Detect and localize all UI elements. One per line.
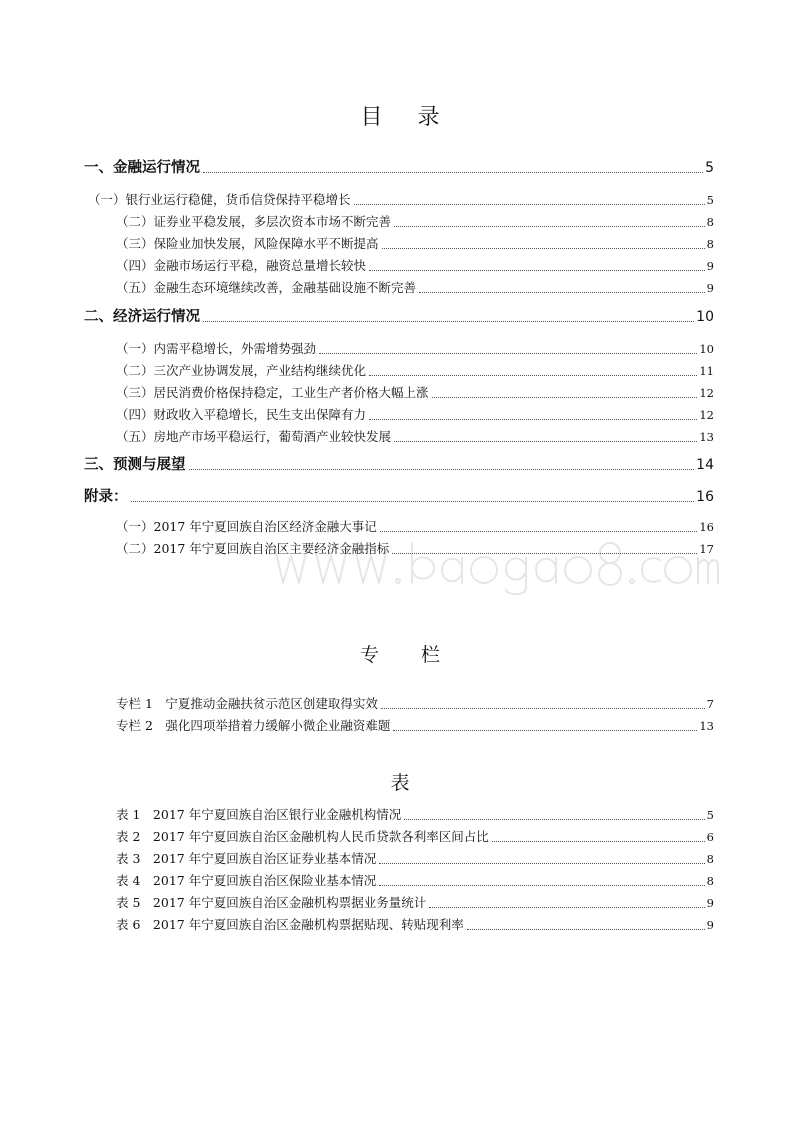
dot-leader xyxy=(354,203,705,205)
table-item-6[interactable]: 表 6 2017 年宁夏回族自治区金融机构票据贴现、转贴现利率 9 xyxy=(116,917,714,932)
dot-leader xyxy=(369,269,705,271)
toc-item-1-4[interactable]: （四）金融市场运行平稳，融资总量增长较快 9 xyxy=(116,258,714,273)
dot-leader xyxy=(379,862,704,864)
toc-item-2-5[interactable]: （五）房地产市场平稳运行，葡萄酒产业较快发展 13 xyxy=(116,429,714,444)
page-title-text: 目 录 xyxy=(360,105,454,130)
table-item-3[interactable]: 表 3 2017 年宁夏回族自治区证券业基本情况 8 xyxy=(116,851,714,866)
column-item-2[interactable]: 专栏 2 强化四项举措着力缓解小微企业融资难题 13 xyxy=(116,718,714,733)
dot-leader xyxy=(392,552,697,554)
dot-leader xyxy=(429,906,704,908)
toc-section-1[interactable]: 一、金融运行情况 5 xyxy=(84,160,714,176)
toc-item-1-1[interactable]: （一）银行业运行稳健，货币信贷保持平稳增长 5 xyxy=(88,192,714,207)
column-item-1[interactable]: 专栏 1 宁夏推动金融扶贫示范区创建取得实效 7 xyxy=(116,696,714,711)
dot-leader xyxy=(419,291,705,293)
toc-item-1-3[interactable]: （三）保险业加快发展，风险保障水平不断提高 8 xyxy=(116,236,714,251)
dot-leader xyxy=(380,530,698,532)
dot-leader xyxy=(369,418,697,420)
toc-item-appendix-2[interactable]: （二）2017 年宁夏回族自治区主要经济金融指标 17 xyxy=(116,541,714,556)
dot-leader xyxy=(432,396,698,398)
toc-item-1-5[interactable]: （五）金融生态环境继续改善，金融基础设施不断完善 9 xyxy=(116,280,714,295)
toc-section-3[interactable]: 三、预测与展望 14 xyxy=(84,457,714,473)
dot-leader xyxy=(369,374,697,376)
dot-leader xyxy=(381,707,705,709)
toc-item-2-1[interactable]: （一）内需平稳增长，外需增势强劲 10 xyxy=(116,341,714,356)
toc-item-2-4[interactable]: （四）财政收入平稳增长，民生支出保障有力 12 xyxy=(116,407,714,422)
dot-leader xyxy=(203,320,694,322)
dot-leader xyxy=(382,247,705,249)
table-item-5[interactable]: 表 5 2017 年宁夏回族自治区金融机构票据业务量统计 9 xyxy=(116,895,714,910)
dot-leader xyxy=(394,225,705,227)
table-item-1[interactable]: 表 1 2017 年宁夏回族自治区银行业金融机构情况 5 xyxy=(116,807,714,822)
dot-leader xyxy=(131,500,695,502)
table-item-2[interactable]: 表 2 2017 年宁夏回族自治区金融机构人民币贷款各利率区间占比 6 xyxy=(116,829,714,844)
dot-leader xyxy=(404,818,704,820)
dot-leader xyxy=(189,468,695,470)
columns-title: 专 栏 xyxy=(359,644,459,666)
dot-leader xyxy=(379,884,704,886)
toc-item-appendix-1[interactable]: （一）2017 年宁夏回族自治区经济金融大事记 16 xyxy=(116,519,714,534)
page-title xyxy=(0,104,800,132)
dot-leader xyxy=(203,171,703,173)
dot-leader xyxy=(319,352,697,354)
dot-leader xyxy=(492,840,705,842)
dot-leader xyxy=(467,928,705,930)
toc-item-2-3[interactable]: （三）居民消费价格保持稳定，工业生产者价格大幅上涨 12 xyxy=(116,385,714,400)
dot-leader xyxy=(393,729,697,731)
toc-section-appendix[interactable]: 附录： 16 xyxy=(84,489,714,505)
tables-title: 表 xyxy=(390,772,410,794)
dot-leader xyxy=(394,440,697,442)
toc-section-2[interactable]: 二、经济运行情况 10 xyxy=(84,309,714,325)
toc-item-1-2[interactable]: （二）证券业平稳发展，多层次资本市场不断完善 8 xyxy=(116,214,714,229)
table-item-4[interactable]: 表 4 2017 年宁夏回族自治区保险业基本情况 8 xyxy=(116,873,714,888)
toc-item-2-2[interactable]: （二）三次产业协调发展，产业结构继续优化 11 xyxy=(116,363,714,378)
